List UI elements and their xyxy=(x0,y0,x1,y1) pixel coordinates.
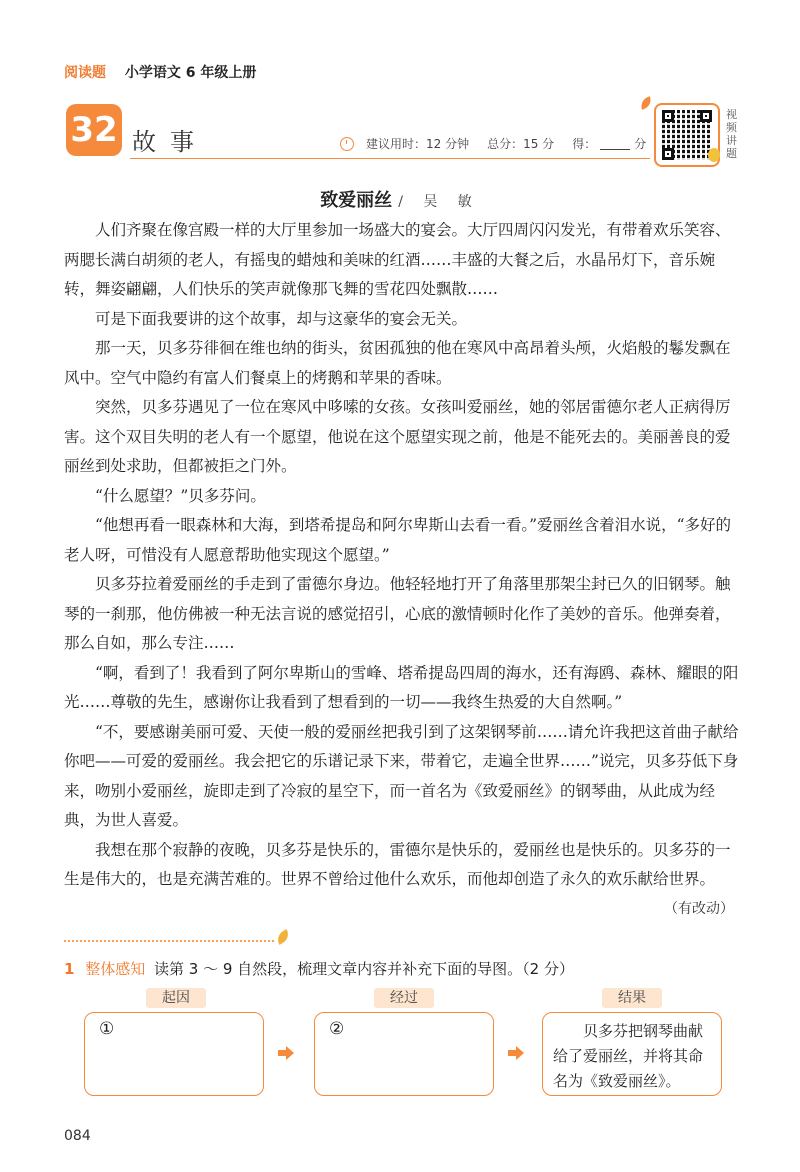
book-title: 小学语文 6 年级上册 xyxy=(124,65,257,81)
score-unit: 分 xyxy=(634,137,647,151)
article-title-line xyxy=(0,186,800,212)
paragraph: “啊，看到了！我看到了阿尔卑斯山的雪峰、塔希提岛四周的海水，还有海鸥、森林、耀眼的阳光……尊敬的先生，感谢你让我看到了想看到的一切——我终生热爱的大自然啊。” xyxy=(64,663,739,711)
page-number: 084 xyxy=(64,1128,91,1144)
answer-marker: ① xyxy=(99,1019,115,1039)
leaf-decoration-icon xyxy=(639,96,654,110)
mindmap-box-result xyxy=(542,1012,722,1096)
score-label: 得： xyxy=(572,137,597,151)
mindmap-box-cause[interactable] xyxy=(84,1012,264,1096)
paragraph: 人们齐聚在像宫殿一样的大厅里参加一场盛大的宴会。大厅四周闪闪发光，有带着欢乐笑容、两腮长满白胡须的老人，有摇曳的蜡烛和美味的红酒……丰盛的大餐之后，水晶吊灯下，音乐婉转，舞姿翩翩，人们快乐的笑声就像那飞舞的雪花四处飘散…… xyxy=(64,221,731,298)
mindmap-label-result: 结果 xyxy=(602,988,662,1008)
answer-marker: ② xyxy=(329,1019,345,1039)
question-number: 1 xyxy=(64,960,75,978)
arrow-right-icon xyxy=(278,1046,292,1060)
title-divider xyxy=(130,158,650,159)
question-tag: 整体感知 xyxy=(85,960,146,978)
time-label: 建议用时：12 分钟 xyxy=(366,137,470,151)
mindmap-label-cause: 起因 xyxy=(146,988,206,1008)
question-text: 读第 3 ～ 9 自然段，梳理文章内容并补充下面的导图。（2 分） xyxy=(154,960,574,978)
lesson-title: 故事 xyxy=(132,128,208,156)
pear-decoration-icon xyxy=(708,148,720,162)
mindmap-box-process[interactable] xyxy=(314,1012,494,1096)
paragraph: “不，要感谢美丽可爱、天使一般的爱丽丝把我引到了这架钢琴前……请允许我把这首曲子献给你吧——可爱的爱丽丝。我会把它的乐谱记录下来，带着它，走遍全世界……”说完，贝多芬低下身来，吻别小爱丽丝，旋即走到了冷寂的星空下，而一首名为《致爱丽丝》的钢琴曲，从此成为经典，为世人喜爱。 xyxy=(64,722,739,829)
lesson-number-badge: 32 xyxy=(66,104,122,156)
article-author: / 吴 敏 xyxy=(398,194,480,210)
paragraph: 可是下面我要讲的这个故事，却与这豪华的宴会无关。 xyxy=(95,309,468,328)
paragraph: 那一天，贝多芬徘徊在维也纳的街头，贫困孤独的他在寒风中高昂着头颅，火焰般的鬈发飘在风中。空气中隐约有富人们餐桌上的烤鹅和苹果的香味。 xyxy=(64,339,731,387)
arrow-right-icon xyxy=(508,1046,522,1060)
mindmap-label-process: 经过 xyxy=(374,988,434,1008)
score-blank[interactable] xyxy=(600,137,630,150)
paragraph: 我想在那个寂静的夜晚，贝多芬是快乐的，雷德尔是快乐的，爱丽丝也是快乐的。贝多芬的一生是伟大的，也是充满苦难的。世界不曾给过他什么欢乐，而他却创造了永久的欢乐献给世界。 xyxy=(64,840,731,888)
article-body xyxy=(64,216,740,895)
result-text: 贝多芬把钢琴曲献给了爱丽丝，并将其命名为《致爱丽丝》。 xyxy=(553,1022,704,1090)
qr-code-icon xyxy=(662,110,712,160)
article-title: 致爱丽丝 xyxy=(320,190,393,211)
paragraph: “他想再看一眼森林和大海，到塔希提岛和阿尔卑斯山去看一看。”爱丽丝含着泪水说，“多好的老人呀，可惜没有人愿意帮助他实现这个愿望。” xyxy=(64,516,732,564)
lemon-decoration-icon xyxy=(274,929,291,945)
lesson-meta xyxy=(340,135,646,152)
clock-icon xyxy=(340,137,354,151)
article-credit: （有改动） xyxy=(664,901,734,917)
paragraph: 突然，贝多芬遇见了一位在寒风中哆嗦的女孩。女孩叫爱丽丝，她的邻居雷德尔老人正病得厉害。这个双目失明的老人有一个愿望，他说在这个愿望实现之前，他是不能死去的。美丽善良的爱丽丝到处求助，但都被拒之门外。 xyxy=(64,398,731,475)
paragraph: “什么愿望？”贝多芬问。 xyxy=(95,486,266,505)
section-tag: 阅读题 xyxy=(64,65,106,81)
video-explain-label: 视频讲题 xyxy=(726,108,737,160)
dotted-divider xyxy=(64,940,274,942)
question-1 xyxy=(64,958,574,979)
total-score-label: 总分：15 分 xyxy=(487,137,555,151)
page-header xyxy=(64,62,256,82)
paragraph: 贝多芬拉着爱丽丝的手走到了雷德尔身边。他轻轻地打开了角落里那架尘封已久的旧钢琴。触琴的一刹那，他仿佛被一种无法言说的感觉招引，心底的激情顿时化作了美妙的音乐。他弹奏着，那么自如，那么专注…… xyxy=(64,575,731,652)
